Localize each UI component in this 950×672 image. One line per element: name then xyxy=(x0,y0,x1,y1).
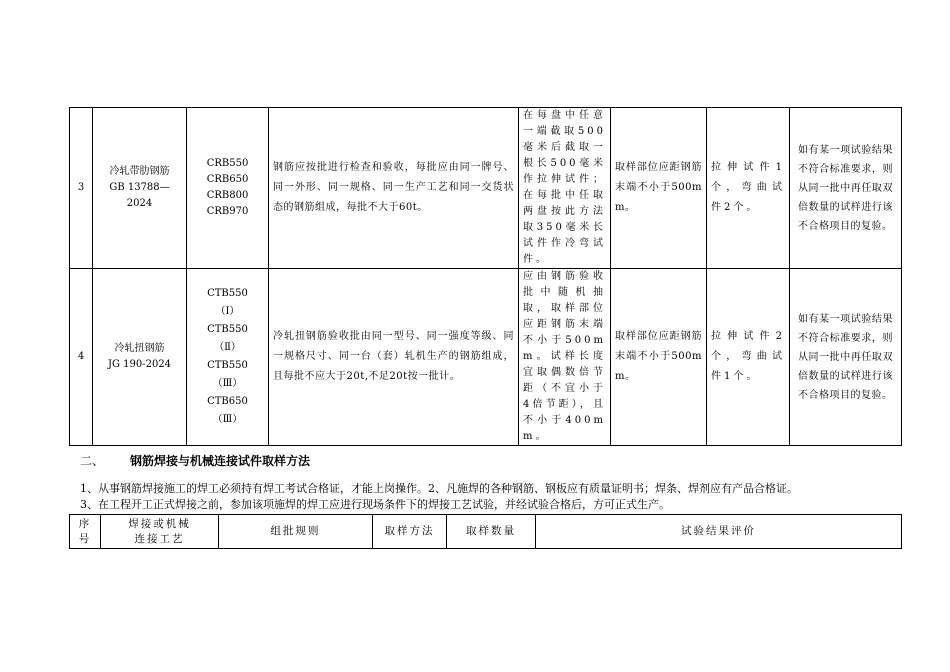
rebar-name: 冷轧带肋钢筋 GB 13788— 2024 xyxy=(93,108,187,269)
rebar-name: 冷轧扭钢筋 JG 190-2024 xyxy=(93,269,187,446)
header-evaluation: 试验结果评价 xyxy=(536,515,902,549)
sampling-method: 应由钢筋验收批中随机抽取，取样部位应距钢筋末端不小于500mm。试样长度宜取偶数倍节距（不宜小于4倍节距），且不小于400mm。 xyxy=(519,269,611,446)
table-row xyxy=(70,269,902,446)
section-heading xyxy=(80,452,310,469)
sampling-position: 取样部位应距钢筋末端不小于500mm。 xyxy=(611,108,707,269)
sampling-quantity: 拉伸试件1个，弯曲试件2个。 xyxy=(707,108,790,269)
row-number: 4 xyxy=(70,269,93,446)
paragraph: 1、从事钢筋焊接施工的焊工必须持有焊工考试合格证，才能上岗操作。2、凡施焊的各种钢筋、钢板应有质量证明书；焊条、焊剂应有产品合格证。 xyxy=(80,482,798,495)
table-row xyxy=(70,108,902,269)
header-no: 序 号 xyxy=(70,515,101,549)
welding-table xyxy=(69,514,902,549)
result-evaluation: 如有某一项试验结果不符合标准要求，则从同一批中再任取双倍数量的试样进行该不合格项目的复验。 xyxy=(790,269,902,446)
sampling-quantity: 拉伸试件2个，弯曲试件1个。 xyxy=(707,269,790,446)
specimen-table xyxy=(69,107,902,446)
rebar-grades: CRB550 CRB650 CRB800 CRB970 xyxy=(187,108,269,269)
row-number: 3 xyxy=(70,108,93,269)
header-quantity: 取样数量 xyxy=(447,515,536,549)
sampling-position: 取样部位应距钢筋末端不小于500mm。 xyxy=(611,269,707,446)
header-batch: 组批规则 xyxy=(219,515,373,549)
result-evaluation: 如有某一项试验结果不符合标准要求，则从同一批中再任取双倍数量的试样进行该不合格项目的复验。 xyxy=(790,108,902,269)
batch-rule: 冷轧扭钢筋验收批由同一型号、同一强度等级、同一规格尺寸、同一台（套）轧机生产的钢筋组成，且每批不应大于20t,不足20t按一批计。 xyxy=(269,269,519,446)
header-method: 取样方法 xyxy=(373,515,447,549)
header-process: 焊接或机械 连接工艺 xyxy=(101,515,219,549)
section-title: 钢筋焊接与机械连接试件取样方法 xyxy=(130,454,311,468)
sampling-method: 在每盘中任意一端截取500毫米后截取一根长500毫米作拉伸试件；在每批中任取两盘按此方法取350毫米长试件作冷弯试件。 xyxy=(519,108,611,269)
section-number: 二、 xyxy=(80,454,105,468)
rebar-grades: CTB550 （Ⅰ） CTB550 （Ⅱ） CTB550 （Ⅲ） CTB650 （Ⅲ） xyxy=(187,269,269,446)
table-header-row xyxy=(70,515,902,549)
batch-rule: 钢筋应按批进行检查和验收，每批应由同一牌号、同一外形、同一规格、同一生产工艺和同一交货状态的钢筋组成，每批不大于60t。 xyxy=(269,108,519,269)
paragraph: 3、在工程开工正式焊接之前，参加该项施焊的焊工应进行现场条件下的焊接工艺试验，并经试验合格后，方可正式生产。 xyxy=(80,498,670,511)
